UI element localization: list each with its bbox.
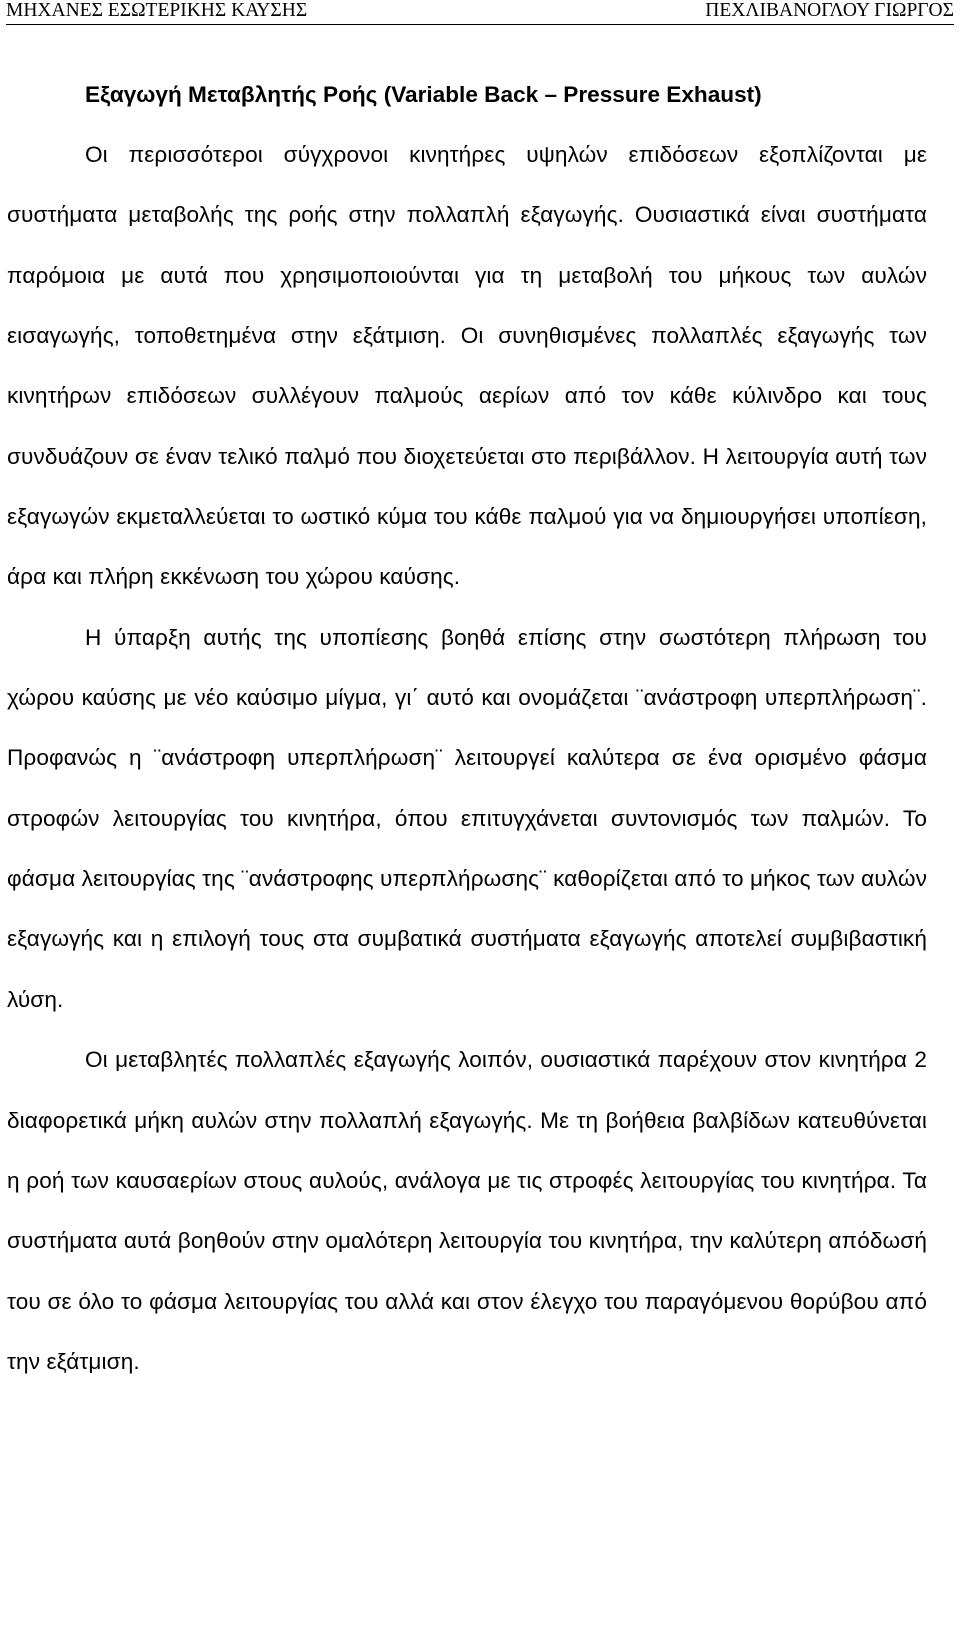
document-body bbox=[7, 65, 927, 1392]
paragraph-1: Οι περισσότεροι σύγχρονοι κινητήρες υψηλών επιδόσεων εξοπλίζονται με συστήματα μεταβολής της ροής στην πολλαπλή εξαγωγής. Ουσιαστικά είναι συστήματα παρόμοια με αυτά που χρησιμοποιούνται για τη μεταβολή του μήκους των αυλών εισαγωγής, τοποθετημένα στην εξάτμιση. Οι συνηθισμένες πολλαπλές εξαγωγής των κινητήρων επιδόσεων συλλέγουν παλμούς αερίων από τον κάθε κύλινδρο και τους συνδυάζουν σε έναν τελικό παλμό που διοχετεύεται στο περιβάλλον. Η λειτουργία αυτή των εξαγωγών εκμεταλλεύεται το ωστικό κύμα του κάθε παλμού για να δημιουργήσει υποπίεση, άρα και πλήρη εκκένωση του χώρου καύσης. bbox=[7, 142, 927, 590]
paragraph-2: Η ύπαρξη αυτής της υποπίεσης βοηθά επίσης στην σωστότερη πλήρωση του χώρου καύσης με νέο καύσιμο μίγμα, γι΄ αυτό και ονομάζεται ¨ανάστροφη υπερπλήρωση¨. Προφανώς η ¨ανάστροφη υπερπλήρωση¨ λειτουργεί καλύτερα σε ένα ορισμένο φάσμα στροφών λειτουργίας του κινητήρα, όπου επιτυγχάνεται συντονισμός των παλμών. Το φάσμα λειτουργίας της ¨ανάστροφης υπερπλήρωσης¨ καθορίζεται από το μήκος των αυλών εξαγωγής και η επιλογή τους στα συμβατικά συστήματα εξαγωγής αποτελεί συμβιβαστική λύση. bbox=[7, 624, 927, 1012]
section-title: Εξαγωγή Μεταβλητής Ροής (Variable Back – Pressure Exhaust) bbox=[85, 82, 762, 107]
header-author-name: ΠΕΧΛΙΒΑΝΟΓΛΟΥ ΓΙΩΡΓΟΣ bbox=[705, 0, 954, 21]
page-header bbox=[6, 0, 954, 25]
paragraph-3: Οι μεταβλητές πολλαπλές εξαγωγής λοιπόν, ουσιαστικά παρέχουν στον κινητήρα 2 διαφορετικά μήκη αυλών στην πολλαπλή εξαγωγής. Με τη βοήθεια βαλβίδων κατευθύνεται η ροή των καυσαερίων στους αυλούς, ανάλογα με τις στροφές λειτουργίας του κινητήρα. Τα συστήματα αυτά βοηθούν στην ομαλότερη λειτουργία του κινητήρα, την καλύτερη απόδωσή του σε όλο το φάσμα λειτουργίας του αλλά και στον έλεγχο του παραγόμενου θορύβου από την εξάτμιση. bbox=[7, 1047, 927, 1374]
header-course-title: ΜΗΧΑΝΕΣ ΕΣΩΤΕΡΙΚΗΣ ΚΑΥΣΗΣ bbox=[6, 0, 308, 21]
